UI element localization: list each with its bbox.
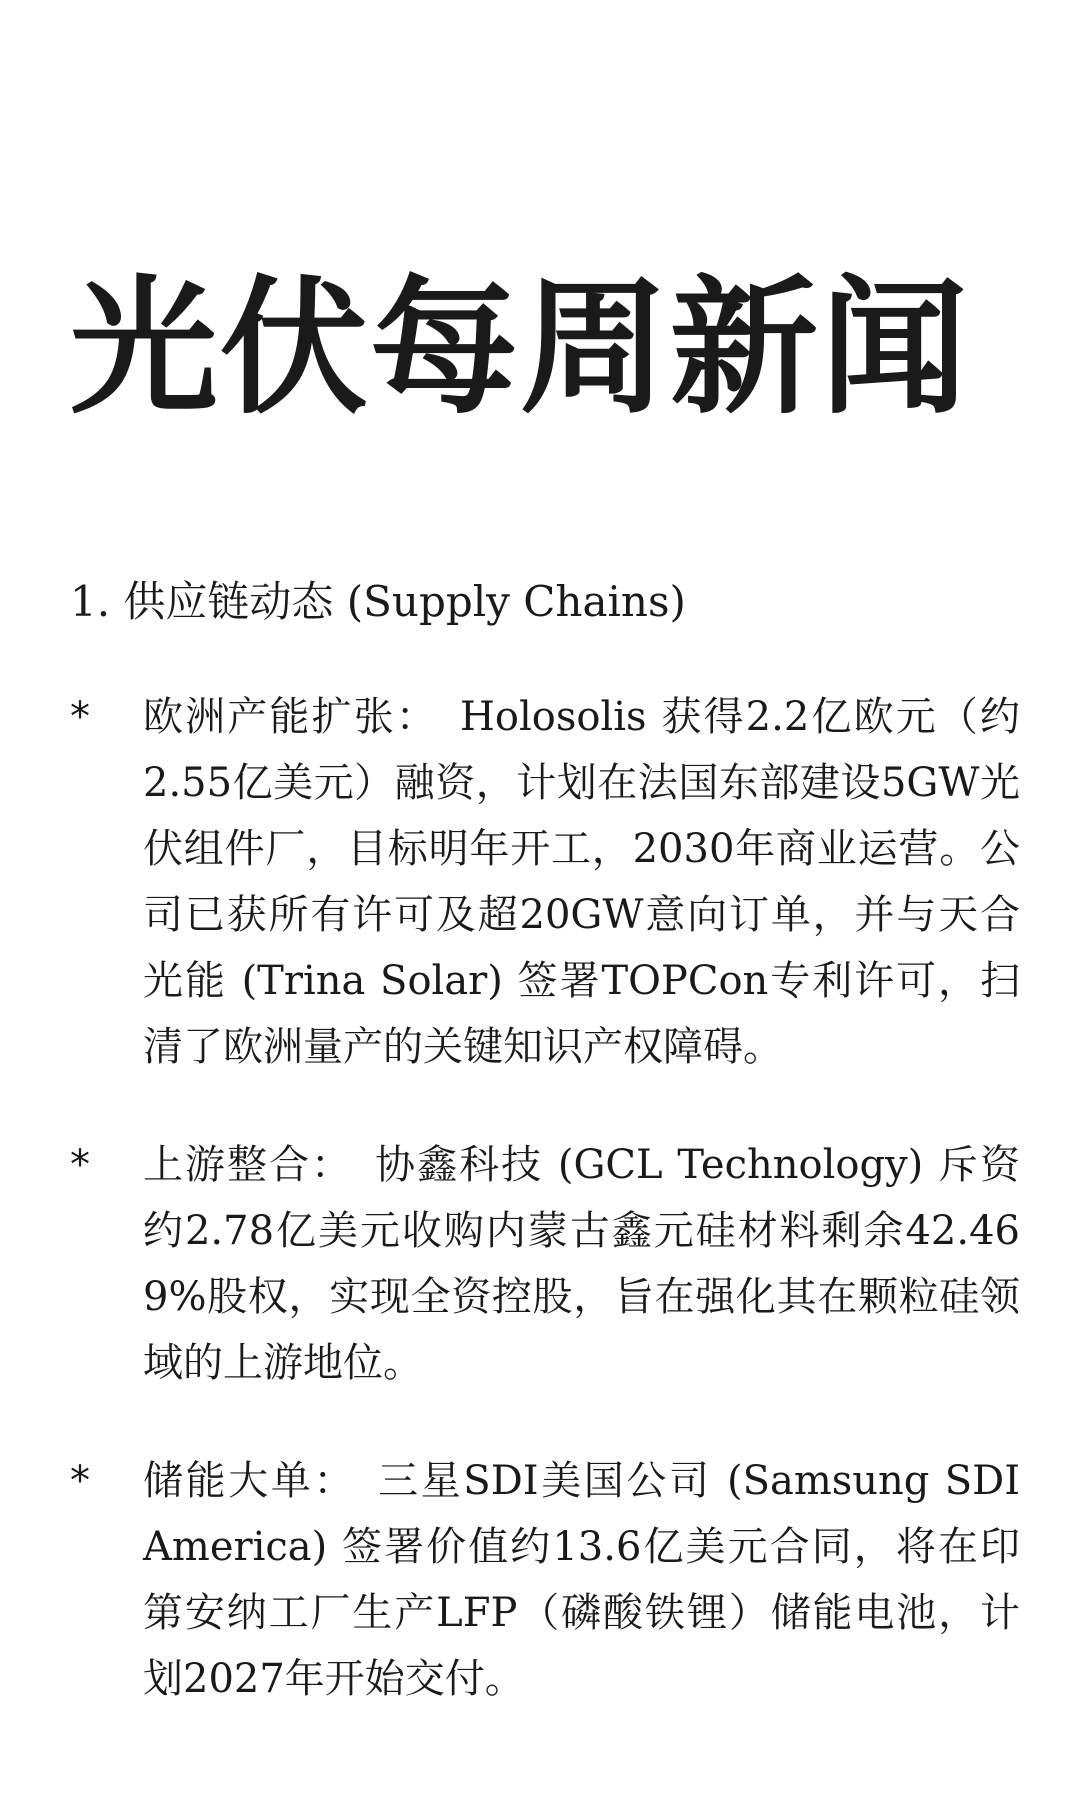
news-item: [70, 1132, 1020, 1396]
news-item-text: Holosolis 获得2.2亿欧元（约2.55亿美元）融资，计划在法国东部建设5GW光伏组件厂，目标明年开工，2030年商业运营。公司已获所有许可及超20GW意向订单，并与天合光能 (Trina Solar) 签署TOPCon专利许可，扫清了欧洲量产的关键知识产权障碍。: [143, 694, 1020, 1070]
bullet-asterisk-icon: *: [70, 694, 90, 740]
news-item-label: 欧洲产能扩张：: [143, 694, 438, 740]
news-item: [70, 1448, 1020, 1712]
news-item-label: 储能大单：: [143, 1458, 357, 1504]
news-list: [70, 684, 1020, 1764]
news-item-label: 上游整合：: [143, 1142, 354, 1188]
section-heading: 1. 供应链动态 (Supply Chains): [70, 577, 686, 626]
news-item-text: 三星SDI美国公司 (Samsung SDI America) 签署价值约13.6亿美元合同，将在印第安纳工厂生产LFP（磷酸铁锂）储能电池，计划2027年开始交付。: [143, 1458, 1021, 1702]
bullet-asterisk-icon: *: [70, 1458, 90, 1504]
news-item: [70, 684, 1020, 1080]
page-title: 光伏每周新闻: [70, 260, 970, 434]
bullet-asterisk-icon: *: [70, 1142, 90, 1188]
news-item-text: 协鑫科技 (GCL Technology) 斥资约2.78亿美元收购内蒙古鑫元硅材料剩余42.469%股权，实现全资控股，旨在强化其在颗粒硅领域的上游地位。: [143, 1142, 1021, 1386]
